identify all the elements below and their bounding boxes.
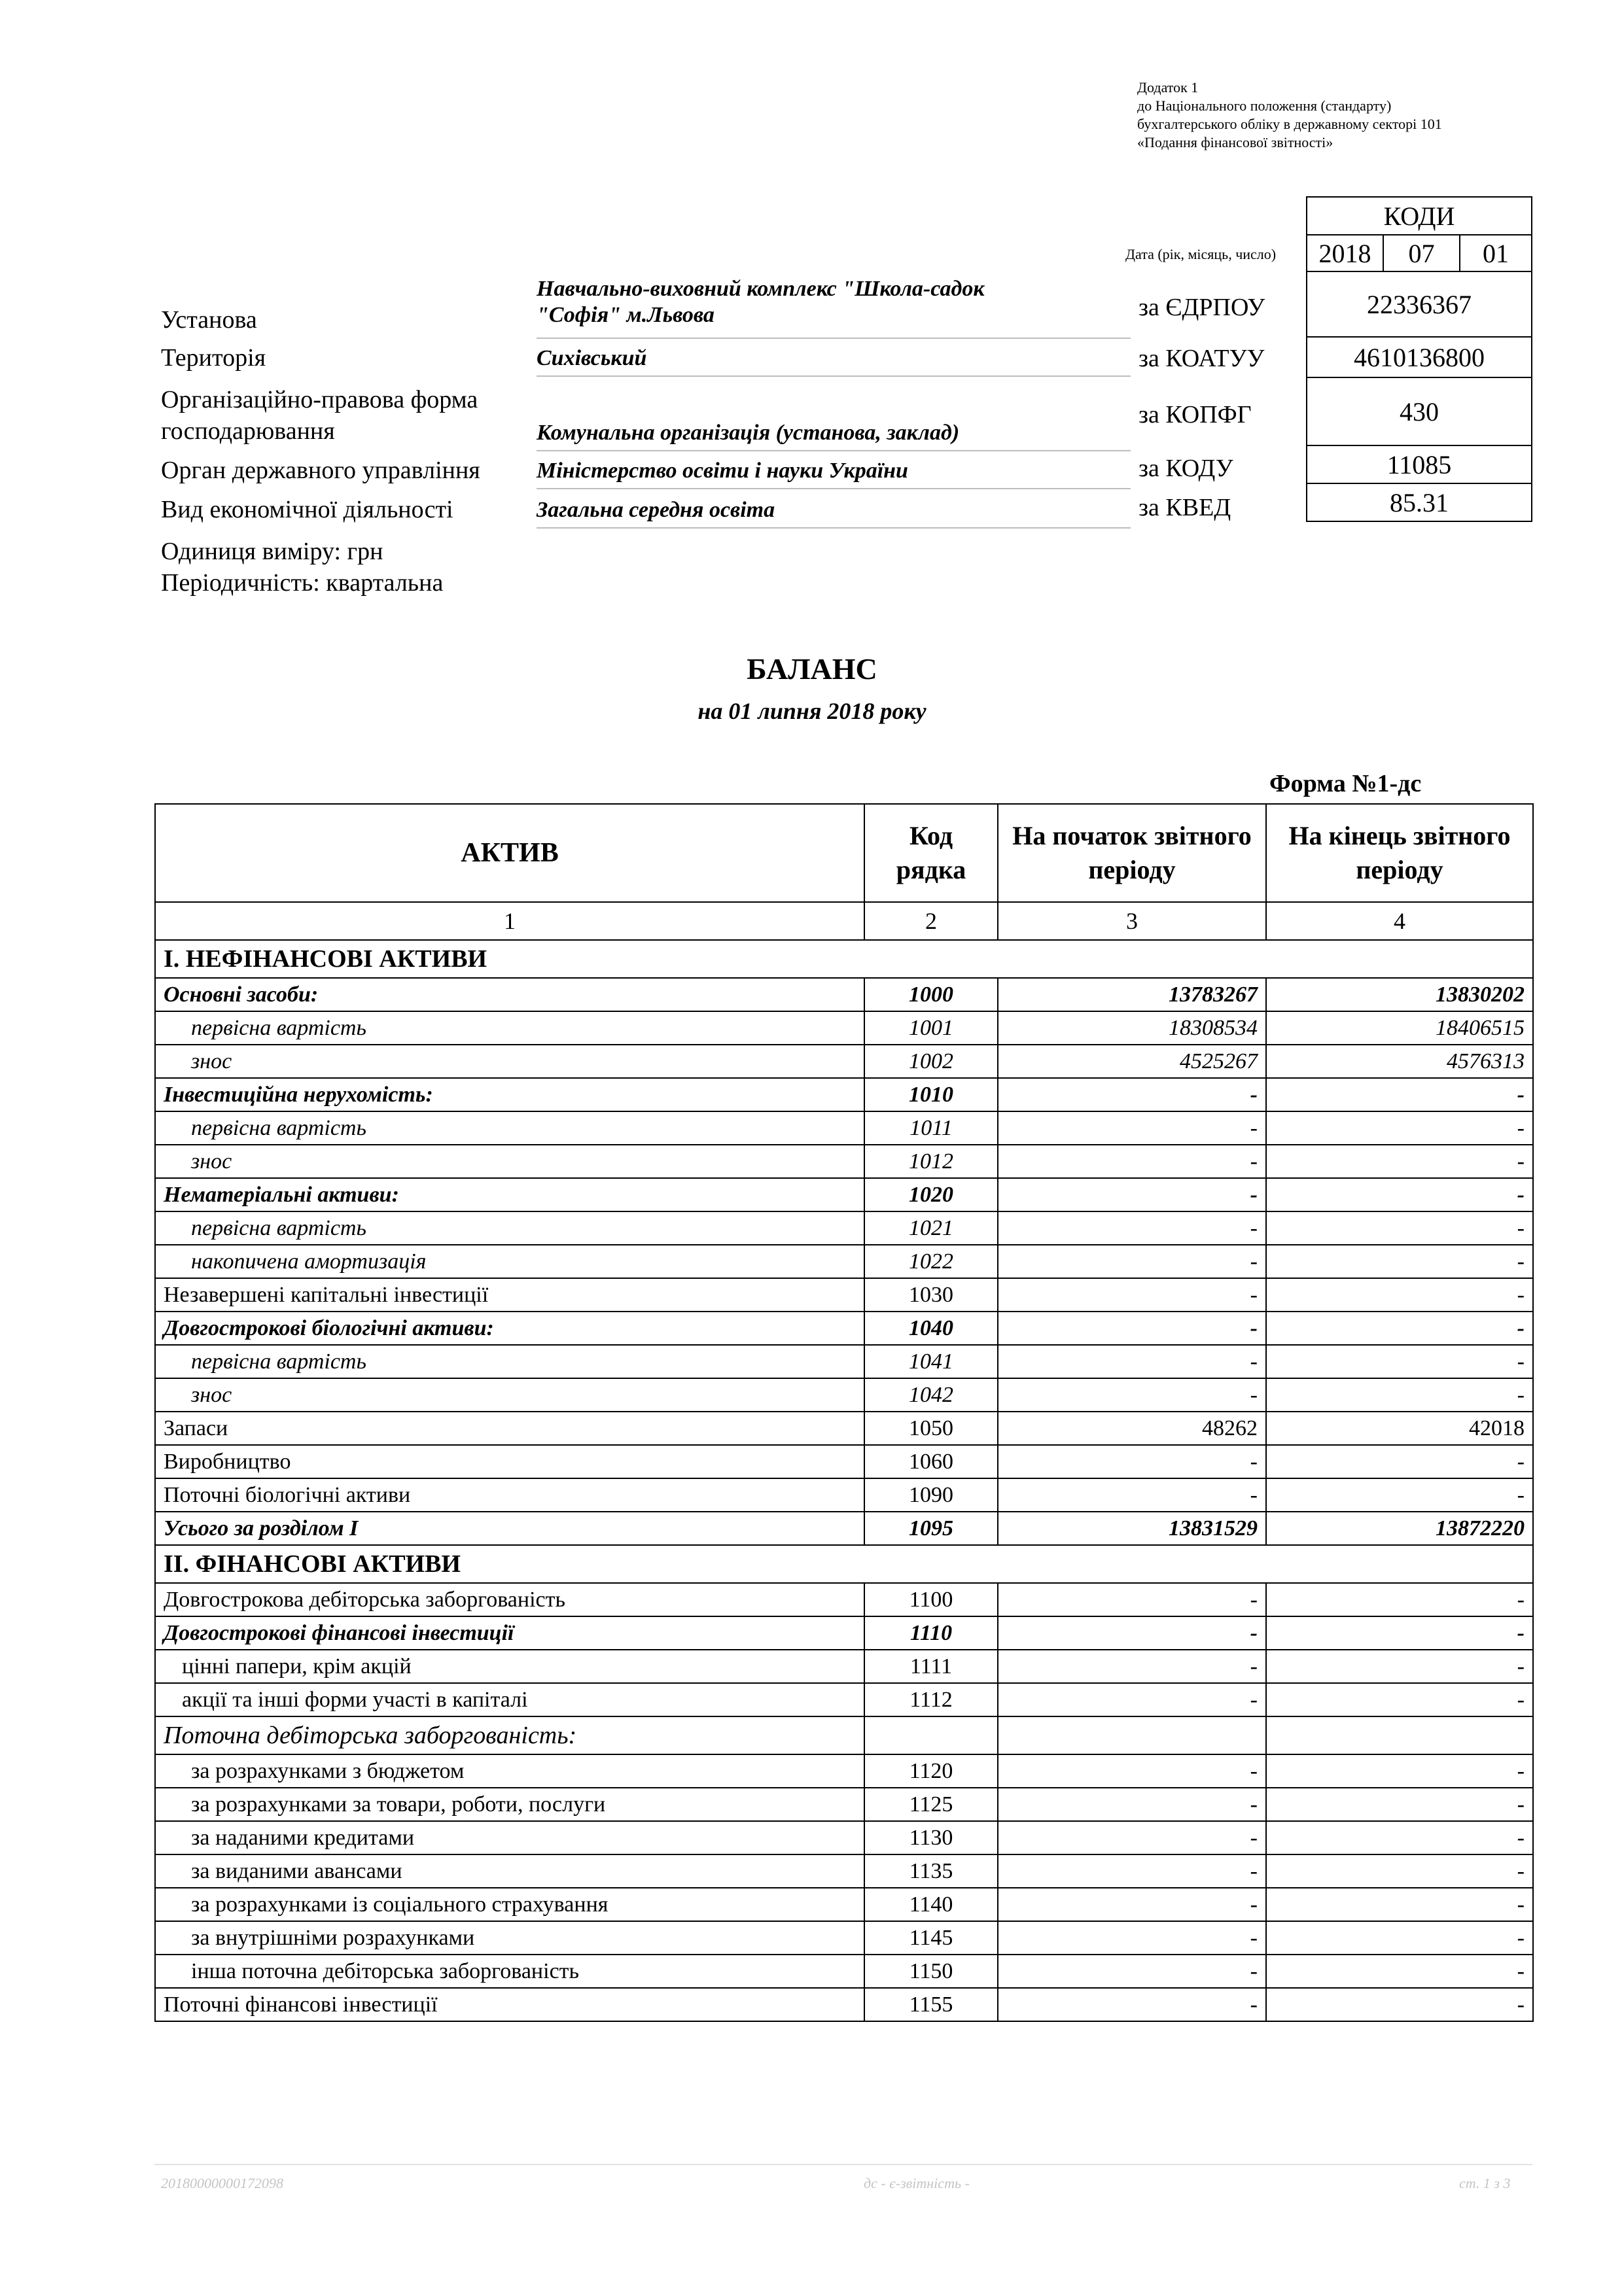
- row-name: акції та інші форми участі в капіталі: [155, 1683, 864, 1716]
- row-name: за виданими авансами: [155, 1854, 864, 1888]
- row-start-value: -: [998, 1345, 1266, 1378]
- row-code: 1001: [864, 1011, 998, 1045]
- row-name: Усього за розділом І: [155, 1512, 864, 1545]
- territory-value: Сихівський: [537, 345, 1131, 377]
- territory-label: Територія: [161, 344, 266, 372]
- row-code: 1140: [864, 1888, 998, 1921]
- row-end-value: -: [1266, 1245, 1533, 1278]
- row-start-value: -: [998, 1921, 1266, 1955]
- footer-doc-id: 20180000000172098: [161, 2175, 283, 2191]
- row-end-value: -: [1266, 1650, 1533, 1683]
- institution-label: Установа: [161, 306, 257, 334]
- institution-value-line-1: Навчально-виховний комплекс "Школа-садок: [537, 277, 985, 301]
- header-start: На початок звітного періоду: [998, 804, 1266, 902]
- column-number-row: [155, 902, 1533, 940]
- row-name: первісна вартість: [155, 1011, 864, 1045]
- table-row: [155, 1821, 1533, 1854]
- row-end-value: -: [1266, 1921, 1533, 1955]
- table-row: [155, 1345, 1533, 1378]
- activity-value: Загальна середня освіта: [537, 497, 1131, 529]
- table-row: [155, 1011, 1533, 1045]
- row-name: цінні папери, крім акцій: [155, 1650, 864, 1683]
- row-end-value: -: [1266, 1955, 1533, 1988]
- row-name: за розрахунками із соціального страхування: [155, 1888, 864, 1921]
- row-code: 1155: [864, 1988, 998, 2021]
- row-start-value: 18308534: [998, 1011, 1266, 1045]
- row-name: за розрахунками за товари, роботи, послуги: [155, 1788, 864, 1821]
- org-form-value: Комунальна організація (установа, заклад): [537, 420, 1131, 451]
- page-title: БАЛАНС: [747, 652, 877, 686]
- row-end-value: -: [1266, 1854, 1533, 1888]
- row-code: 1002: [864, 1045, 998, 1078]
- table-header-row: [155, 804, 1533, 902]
- section-title-nonfinancial: І. НЕФІНАНСОВІ АКТИВИ: [155, 940, 1533, 978]
- table-row: [155, 1921, 1533, 1955]
- appendix-line-3: бухгалтерського обліку в державному секторі 101: [1137, 116, 1442, 132]
- code-edrpou: 22336367: [1307, 271, 1532, 337]
- periodicity-label: Періодичність: квартальна: [161, 569, 444, 597]
- authority-value: Міністерство освіти і науки України: [537, 458, 1131, 489]
- table-row: [155, 1211, 1533, 1245]
- table-row: [155, 1445, 1533, 1478]
- table-row: [155, 1888, 1533, 1921]
- row-code: 1010: [864, 1078, 998, 1111]
- row-start-value: -: [998, 1078, 1266, 1111]
- section-title-financial: ІІ. ФІНАНСОВІ АКТИВИ: [155, 1545, 1533, 1583]
- org-form-label-1: Організаційно-правова форма: [161, 386, 478, 413]
- column-number-2: 2: [864, 902, 998, 940]
- row-code: 1150: [864, 1955, 998, 1988]
- row-end-value: -: [1266, 1445, 1533, 1478]
- row-start-value: -: [998, 1211, 1266, 1245]
- row-name: Довгострокова дебіторська заборгованість: [155, 1583, 864, 1616]
- table-row: [155, 1650, 1533, 1683]
- appendix-line-1: Додаток 1: [1137, 79, 1199, 96]
- row-end-value: -: [1266, 1111, 1533, 1145]
- row-code: 1030: [864, 1278, 998, 1312]
- row-end-value: -: [1266, 1616, 1533, 1650]
- footer-page: ст. 1 з 3: [1459, 2175, 1511, 2191]
- row-start-value: -: [998, 1854, 1266, 1888]
- row-code: 1042: [864, 1378, 998, 1412]
- row-name: Виробництво: [155, 1445, 864, 1478]
- date-month: 07: [1383, 235, 1460, 271]
- appendix-note: [1137, 78, 1442, 152]
- balance-table: [154, 803, 1534, 2022]
- row-start-value: -: [998, 1111, 1266, 1145]
- table-row: [155, 1312, 1533, 1345]
- row-start-value: -: [998, 1955, 1266, 1988]
- row-start-value: -: [998, 1478, 1266, 1512]
- footer-divider: [154, 2164, 1532, 2165]
- row-name: знос: [155, 1378, 864, 1412]
- table-row: [155, 1616, 1533, 1650]
- authority-label: Орган державного управління: [161, 457, 480, 484]
- row-end-value: [1266, 1716, 1533, 1754]
- row-start-value: -: [998, 1788, 1266, 1821]
- section-row-nonfinancial: [155, 940, 1533, 978]
- table-row: [155, 1854, 1533, 1888]
- table-row: [155, 1178, 1533, 1211]
- row-name: знос: [155, 1145, 864, 1178]
- row-start-value: -: [998, 1278, 1266, 1312]
- table-row: [155, 1412, 1533, 1445]
- row-start-value: -: [998, 1888, 1266, 1921]
- row-name: первісна вартість: [155, 1211, 864, 1245]
- row-name: знос: [155, 1045, 864, 1078]
- row-code: [864, 1716, 998, 1754]
- row-start-value: -: [998, 1583, 1266, 1616]
- row-end-value: -: [1266, 1312, 1533, 1345]
- row-start-value: -: [998, 1178, 1266, 1211]
- column-number-4: 4: [1266, 902, 1533, 940]
- row-start-value: -: [998, 1683, 1266, 1716]
- row-start-value: -: [998, 1754, 1266, 1788]
- row-name: Основні засоби:: [155, 978, 864, 1011]
- institution-value-line-2: "Софія" м.Львова: [537, 303, 715, 327]
- code-kodu: 11085: [1307, 445, 1532, 483]
- table-row: [155, 1788, 1533, 1821]
- row-code: 1041: [864, 1345, 998, 1378]
- table-row: [155, 1583, 1533, 1616]
- table-row: [155, 1045, 1533, 1078]
- edrpou-label: за ЄДРПОУ: [1139, 294, 1265, 321]
- code-koatuu: 4610136800: [1307, 337, 1532, 377]
- table-row: [155, 1145, 1533, 1178]
- row-code: 1022: [864, 1245, 998, 1278]
- kved-label: за КВЕД: [1139, 494, 1231, 521]
- date-day: 01: [1460, 235, 1532, 271]
- table-row: [155, 1078, 1533, 1111]
- balance-table-body: [155, 804, 1533, 2021]
- row-name: Запаси: [155, 1412, 864, 1445]
- row-name: Інвестиційна нерухомість:: [155, 1078, 864, 1111]
- row-end-value: 42018: [1266, 1412, 1533, 1445]
- row-end-value: -: [1266, 1988, 1533, 2021]
- row-end-value: -: [1266, 1821, 1533, 1854]
- row-name: накопичена амортизація: [155, 1245, 864, 1278]
- row-end-value: -: [1266, 1583, 1533, 1616]
- row-end-value: -: [1266, 1078, 1533, 1111]
- row-code: 1110: [864, 1616, 998, 1650]
- row-code: 1020: [864, 1178, 998, 1211]
- row-code: 1120: [864, 1754, 998, 1788]
- row-end-value: -: [1266, 1345, 1533, 1378]
- row-code: 1111: [864, 1650, 998, 1683]
- row-code: 1135: [864, 1854, 998, 1888]
- table-row: [155, 1716, 1533, 1754]
- row-end-value: 4576313: [1266, 1045, 1533, 1078]
- row-start-value: -: [998, 1378, 1266, 1412]
- table-row: [155, 1955, 1533, 1988]
- row-start-value: -: [998, 1616, 1266, 1650]
- row-end-value: -: [1266, 1888, 1533, 1921]
- row-end-value: -: [1266, 1754, 1533, 1788]
- code-kved: 85.31: [1307, 483, 1532, 521]
- row-name: первісна вартість: [155, 1111, 864, 1145]
- row-name: Поточні біологічні активи: [155, 1478, 864, 1512]
- row-start-value: -: [998, 1650, 1266, 1683]
- row-end-value: 13872220: [1266, 1512, 1533, 1545]
- header-asset: АКТИВ: [155, 804, 864, 902]
- row-end-value: 18406515: [1266, 1011, 1533, 1045]
- row-name: Поточна дебіторська заборгованість:: [155, 1716, 864, 1754]
- row-end-value: -: [1266, 1683, 1533, 1716]
- row-name: Поточні фінансові інвестиції: [155, 1988, 864, 2021]
- table-row: [155, 1683, 1533, 1716]
- code-kopfg: 430: [1307, 377, 1532, 445]
- row-start-value: -: [998, 1445, 1266, 1478]
- row-start-value: -: [998, 1821, 1266, 1854]
- header-code: Код рядка: [864, 804, 998, 902]
- column-number-1: 1: [155, 902, 864, 940]
- row-name: за розрахунками з бюджетом: [155, 1754, 864, 1788]
- row-start-value: [998, 1716, 1266, 1754]
- row-name: за наданими кредитами: [155, 1821, 864, 1854]
- row-code: 1145: [864, 1921, 998, 1955]
- section-row-financial: [155, 1545, 1533, 1583]
- row-end-value: -: [1266, 1478, 1533, 1512]
- row-end-value: -: [1266, 1178, 1533, 1211]
- row-code: 1021: [864, 1211, 998, 1245]
- row-end-value: 13830202: [1266, 978, 1533, 1011]
- table-row: [155, 1378, 1533, 1412]
- koatuu-label: за КОАТУУ: [1139, 345, 1265, 372]
- date-year: 2018: [1307, 235, 1383, 271]
- row-code: 1125: [864, 1788, 998, 1821]
- column-number-3: 3: [998, 902, 1266, 940]
- table-row: [155, 1245, 1533, 1278]
- row-code: 1130: [864, 1821, 998, 1854]
- row-start-value: -: [998, 1988, 1266, 2021]
- row-code: 1040: [864, 1312, 998, 1345]
- row-start-value: 48262: [998, 1412, 1266, 1445]
- footer-center: дс - є-звітність -: [864, 2175, 970, 2191]
- row-name: первісна вартість: [155, 1345, 864, 1378]
- date-label: Дата (рік, місяць, число): [1125, 246, 1277, 262]
- row-name: Довгострокові біологічні активи:: [155, 1312, 864, 1345]
- row-code: 1112: [864, 1683, 998, 1716]
- row-name: за внутрішніми розрахунками: [155, 1921, 864, 1955]
- row-name: Довгострокові фінансові інвестиції: [155, 1616, 864, 1650]
- row-code: 1050: [864, 1412, 998, 1445]
- table-row: [155, 1478, 1533, 1512]
- row-name: інша поточна дебіторська заборгованість: [155, 1955, 864, 1988]
- row-end-value: -: [1266, 1378, 1533, 1412]
- row-end-value: -: [1266, 1211, 1533, 1245]
- row-end-value: -: [1266, 1788, 1533, 1821]
- appendix-line-2: до Національного положення (стандарту): [1137, 97, 1392, 114]
- form-number: Форма №1-дс: [1269, 770, 1422, 797]
- row-end-value: -: [1266, 1145, 1533, 1178]
- report-date: на 01 липня 2018 року: [697, 698, 927, 724]
- header-end: На кінець звітного періоду: [1266, 804, 1533, 902]
- row-start-value: 13783267: [998, 978, 1266, 1011]
- unit-label: Одиниця виміру: грн: [161, 538, 383, 565]
- table-row: [155, 1754, 1533, 1788]
- table-row: [155, 1988, 1533, 2021]
- table-row: [155, 978, 1533, 1011]
- institution-value: [537, 276, 1131, 339]
- row-code: 1011: [864, 1111, 998, 1145]
- row-start-value: -: [998, 1312, 1266, 1345]
- table-row: [155, 1111, 1533, 1145]
- row-code: 1095: [864, 1512, 998, 1545]
- codes-table: [1306, 196, 1532, 522]
- table-row: [155, 1278, 1533, 1312]
- row-start-value: -: [998, 1145, 1266, 1178]
- row-start-value: -: [998, 1245, 1266, 1278]
- appendix-line-4: «Подання фінансової звітності»: [1137, 134, 1333, 150]
- row-code: 1000: [864, 978, 998, 1011]
- activity-label: Вид економічної діяльності: [161, 496, 453, 523]
- row-code: 1090: [864, 1478, 998, 1512]
- row-code: 1012: [864, 1145, 998, 1178]
- table-row: [155, 1512, 1533, 1545]
- row-code: 1100: [864, 1583, 998, 1616]
- codes-header: КОДИ: [1307, 197, 1532, 235]
- kopfg-label: за КОПФГ: [1139, 401, 1252, 428]
- row-name: Нематеріальні активи:: [155, 1178, 864, 1211]
- row-code: 1060: [864, 1445, 998, 1478]
- kodu-label: за КОДУ: [1139, 455, 1233, 482]
- row-name: Незавершені капітальні інвестиції: [155, 1278, 864, 1312]
- row-start-value: 4525267: [998, 1045, 1266, 1078]
- row-end-value: -: [1266, 1278, 1533, 1312]
- row-start-value: 13831529: [998, 1512, 1266, 1545]
- org-form-label-2: господарювання: [161, 417, 335, 445]
